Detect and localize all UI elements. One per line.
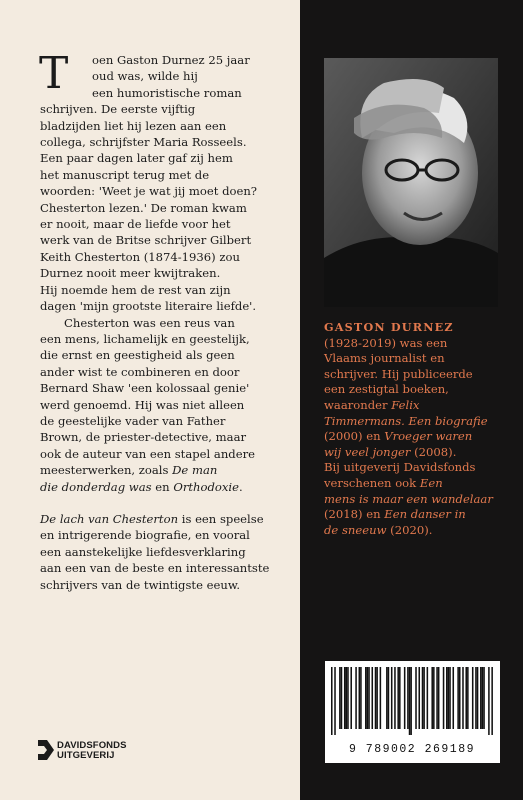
bio-line: mens is maar een wandelaar <box>324 491 493 506</box>
barcode-bar <box>344 667 346 729</box>
barcode-bar <box>334 667 336 735</box>
paragraph-2-line: werd genoemd. Hij was niet alleen <box>40 397 245 412</box>
barcode-bars <box>331 667 493 735</box>
barcode-bar <box>380 667 382 729</box>
paragraph-1-line: het manuscript terug met de <box>40 167 210 182</box>
isbn-number: 9 789002 269189 <box>348 743 476 756</box>
barcode-bar <box>359 667 361 729</box>
bio-line: Bij uitgeverij Davidsfonds <box>324 460 476 475</box>
barcode-bar <box>462 667 464 729</box>
barcode-bar <box>368 667 370 729</box>
barcode-bar <box>376 667 378 729</box>
barcode-bar <box>341 667 343 729</box>
paragraph-3-line: en intrigerende biografie, en vooral <box>40 528 250 543</box>
barcode-bar <box>355 667 357 729</box>
barcode-bar <box>394 667 396 729</box>
barcode-bar <box>465 667 467 729</box>
barcode-bar <box>410 667 412 735</box>
barcode-bar <box>347 667 349 729</box>
paragraph-3-line: De lach van Chesterton is een speelse <box>40 511 264 526</box>
author-portrait-image <box>324 58 498 307</box>
paragraph-1-line: Hij noemde hem de rest van zijn <box>40 282 231 297</box>
paragraph-1-line: oud was, wilde hij <box>92 69 198 84</box>
paragraph-1-line: Keith Chesterton (1874-1936) zou <box>40 249 240 264</box>
paragraph-2-line: de geestelijke vader van Father <box>40 413 226 428</box>
paragraph-2-line: Brown, de priester-detective, maar <box>40 430 247 445</box>
barcode-bar <box>482 667 484 729</box>
barcode-bar <box>365 667 367 729</box>
paragraph-2-line: meesterwerken, zoals De man <box>40 463 218 478</box>
barcode-bar <box>472 667 474 729</box>
publisher-name: DAVIDSFONDS <box>57 740 127 751</box>
barcode-bar <box>443 667 445 729</box>
barcode-bar <box>423 667 425 729</box>
paragraph-1-line: er nooit, maar de liefde voor het <box>40 217 231 232</box>
blurb-text <box>39 48 292 593</box>
barcode-bar <box>427 667 429 729</box>
davidsfonds-logo-icon <box>38 740 54 760</box>
paragraph-2-line: die ernst en geestigheid als geen <box>40 348 235 363</box>
barcode-bar <box>409 667 411 735</box>
barcode-bar <box>453 667 455 729</box>
barcode-bar <box>386 667 388 729</box>
paragraph-2-line: Chesterton was een reus van <box>64 315 235 330</box>
paragraph-3-line: een aanstekelijke liefdesverklaring <box>40 544 246 559</box>
paragraph-2-line: ook de auteur van een stapel andere <box>40 446 255 461</box>
paragraph-3 <box>40 527 292 593</box>
publisher-subtitle: UITGEVERIJ <box>57 750 115 761</box>
bio-line: verschenen ook Een <box>324 475 443 490</box>
barcode-bar <box>350 667 352 729</box>
barcode-bar <box>367 667 369 729</box>
barcode-bar <box>388 667 390 729</box>
barcode-bar <box>433 667 435 729</box>
barcode-bar <box>459 667 461 729</box>
barcode-bar <box>346 667 348 729</box>
isbn-barcode <box>325 661 500 763</box>
barcode-bar <box>480 667 482 729</box>
barcode-bar <box>391 667 393 729</box>
bio-line: wij veel jonger (2008). <box>324 444 457 459</box>
barcode-bar <box>339 667 341 729</box>
barcode-bar <box>491 667 493 735</box>
barcode-bar <box>422 667 424 729</box>
bio-line: (2018) en Een danser in <box>324 507 466 522</box>
paragraph-3-line: schrijvers van de twintigste eeuw. <box>40 577 241 592</box>
paragraph-2 <box>40 315 292 463</box>
bio-line: schrijver. Hij publiceerde <box>324 366 473 381</box>
bio-line: Timmermans. Een biografie <box>324 413 488 428</box>
barcode-bar <box>407 667 409 729</box>
barcode-bar <box>438 667 440 729</box>
paragraph-2-line: die donderdag was en Orthodoxie. <box>40 479 243 494</box>
barcode-bar <box>483 667 485 729</box>
paragraph-3-line: aan een van de beste en interessantste <box>40 561 270 576</box>
paragraph-1-line: schrijven. De eerste vijftig <box>40 102 196 117</box>
barcode-bar <box>448 667 450 729</box>
barcode-bar <box>436 667 438 729</box>
barcode-bar <box>475 667 477 729</box>
barcode-bar <box>449 667 451 729</box>
paragraph-1-line: Chesterton lezen.' De roman kwam <box>40 200 247 215</box>
paragraph-1-line: werk van de Britse schrijver Gilbert <box>40 233 252 248</box>
barcode-bar <box>372 667 374 729</box>
author-name: GASTON DURNEZ <box>324 320 454 334</box>
barcode-bar <box>488 667 490 735</box>
paragraph-1 <box>39 48 292 315</box>
barcode-bar <box>415 667 417 729</box>
bio-line: een zestigtal boeken, <box>324 382 449 397</box>
barcode-bar <box>404 667 406 729</box>
barcode-bar <box>331 667 333 735</box>
barcode-bar <box>457 667 459 729</box>
barcode-bar <box>360 667 362 729</box>
author-bio <box>324 320 514 538</box>
paragraph-2-line: Bernard Shaw 'een kolossaal genie' <box>40 381 250 396</box>
barcode-bar <box>375 667 377 729</box>
paragraph-1-line: collega, schrijfster Maria Rosseels. <box>40 135 247 150</box>
publisher-logo <box>38 739 148 763</box>
bio-line: (2000) en Vroeger waren <box>324 429 473 444</box>
barcode-bar <box>431 667 433 729</box>
barcode-bar <box>446 667 448 729</box>
bio-line: waaronder Felix <box>324 397 420 412</box>
bio-line: de sneeuw (2020). <box>324 522 433 537</box>
paragraph-1-line: woorden: 'Weet je wat jij moet doen? <box>40 184 258 199</box>
bio-line: (1928-2019) was een <box>324 335 448 350</box>
paragraph-1-line: bladzijden liet hij lezen aan een <box>40 118 227 133</box>
barcode-bar <box>418 667 420 729</box>
paragraph-1-line: dagen 'mijn grootste literaire liefde'. <box>40 299 257 314</box>
barcode-bar <box>477 667 479 729</box>
paragraph-1-line: Durnez nooit meer kwijtraken. <box>40 266 221 281</box>
barcode-bar <box>467 667 469 729</box>
paragraph-1-line: Een paar dagen later gaf zij hem <box>40 151 233 166</box>
barcode-bar <box>399 667 401 729</box>
bio-line: Vlaams journalist en <box>324 351 445 366</box>
paragraph-2-line: een mens, lichamelijk en geestelijk, <box>40 331 250 346</box>
paragraph-2-line: ander wist te combineren en door <box>40 364 240 379</box>
drop-cap: T <box>39 48 69 99</box>
paragraph-1-line: oen Gaston Durnez 25 jaar <box>92 53 250 67</box>
paragraph-1-line: een humoristische roman <box>92 85 242 100</box>
barcode-bar <box>397 667 399 729</box>
